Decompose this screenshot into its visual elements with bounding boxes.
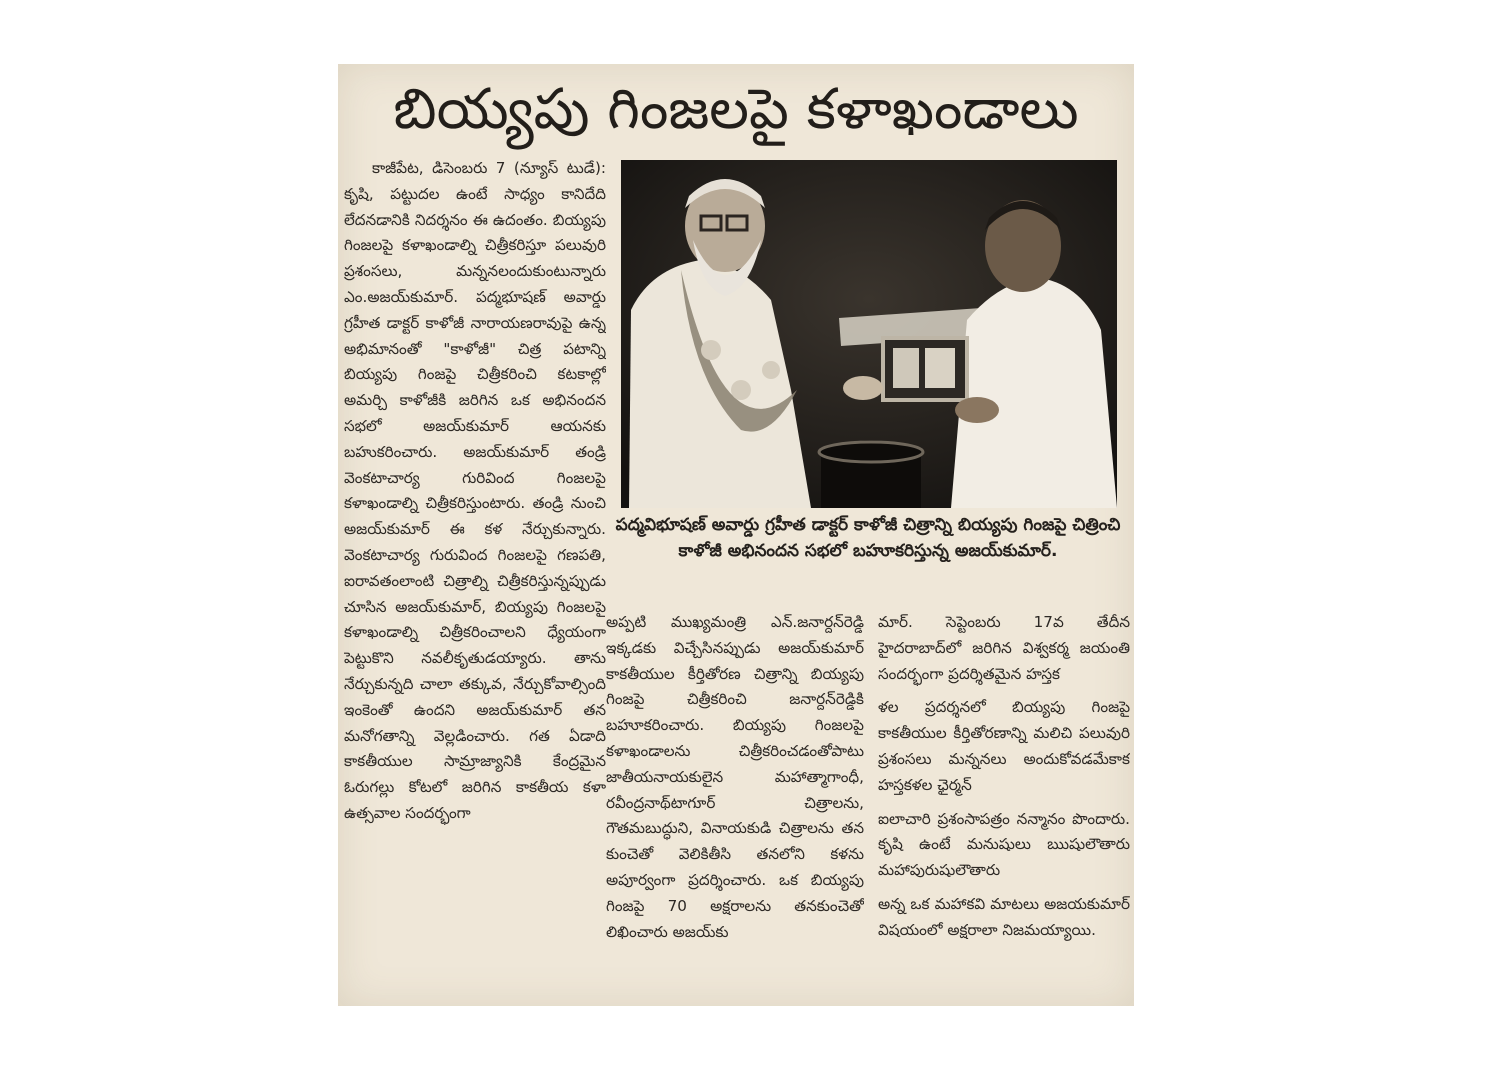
article-paragraph: ఐలాచారి ప్రశంసాపత్రం నన్మానం పొందారు. కృషి ఉంటే మనుషులు ఋషులౌతారు మహాపురుషులౌతారు (878, 809, 1130, 880)
article-body-right-column (878, 610, 1130, 1002)
article-paragraph: ళల ప్రదర్శనలో బియ్యపు గింజపై కాకతీయుల కీర్తితోరణాన్ని మలిచి పలువురి ప్రశంసలు మన్ననలు అందుకోవడమేకాక హస్తకళల ఛైర్మన్ (878, 698, 1130, 794)
article-paragraph: అన్న ఒక మహాకవి మాటలు అజయకుమార్ విషయంలో అక్షరాలా నిజమయ్యాయి. (878, 894, 1130, 939)
photo-illustration (621, 160, 1117, 508)
newspaper-clipping (338, 64, 1134, 1006)
article-body-left-column (344, 156, 606, 1002)
article-paragraph: కాజీపేట, డిసెంబరు 7 (న్యూస్ టుడే): కృషి, పట్టుదల ఉంటే సాధ్యం కానిదేది లేదనడానికి నిదర్శనం ఈ ఉదంతం. బియ్యపు గింజలపై కళాఖండాల్ని చిత్రీకరిస్తూ పలువురి ప్రశంసలు, మన్ననలందుకుంటున్నారు ఎం.అజయ్‌కుమార్. పద్మభూషణ్ అవార్డు గ్రహీత డాక్టర్ కాళోజీ నారాయణరావుపై ఉన్న అభిమానంతో "కాళోజీ" చిత్ర పటాన్ని బియ్యపు గింజపై చిత్రీకరించి కటకాల్లో అమర్చి కాళోజీకి జరిగిన ఒక అభినందన సభలో అజయ్‌కుమార్ ఆయనకు బహుకరించారు. అజయ్‌కుమార్ తండ్రి వెంకటాచార్య గురివింద గింజలపై కళాఖండాల్ని చిత్రీకరిస్తుంటారు. తండ్రి నుంచి అజయ్‌కుమార్ ఈ కళ నేర్చుకున్నారు. వెంకటాచార్య గురువింద గింజలపై గణపతి, ఐరావతంలాంటి చిత్రాల్ని చిత్రీకరిస్తున్నప్పుడు చూసిన అజయ్‌కుమార్, బియ్యపు గింజలపై కళాఖండాల్ని చిత్రీకరించాలని ధ్యేయంగా పెట్టుకొని నవలీకృతుడయ్యారు. తాను నేర్చుకున్నది చాలా తక్కువ, నేర్చుకోవాల్సింది ఇంకెంతో ఉందని అజయ్‌కుమార్ తన మనోగతాన్ని వెల్లడించారు. గత ఏడాది కాకతీయుల సామ్రాజ్యానికి కేంద్రమైన ఓరుగల్లు కోటలో జరిగిన కాకతీయ కళా ఉత్సవాల సందర్భంగా (344, 159, 606, 822)
article-paragraph: అప్పటి ముఖ్యమంత్రి ఎన్.జనార్దన్‌రెడ్డి ఇక్కడకు విచ్చేసినప్పుడు అజయ్‌కుమార్ కాకతీయుల కీర్తితోరణ చిత్రాన్ని బియ్యపు గింజపై చిత్రీకరించి జనార్దన్‌రెడ్డికి బహూకరించారు. బియ్యపు గింజలపై కళాఖండాలను చిత్రీకరించడంతోపాటు జాతీయనాయకులైన మహాత్మాగాంధీ, రవీంద్రనాథ్‌టాగూర్ చిత్రాలను, గౌతమబుద్ధుని, వినాయకుడి చిత్రాలను తన కుంచెతో వెలికితీసి తనలోని కళను అపూర్వంగా ప్రదర్శించారు. ఒక బియ్యపు గింజపై 70 అక్షరాలను తనకుంచెతో లిఖించారు అజయ్‌కు (606, 613, 864, 941)
article-paragraph: మార్. సెప్టెంబరు 17వ తేదీన హైదరాబాద్‌లో జరిగిన విశ్వకర్మ జయంతి సందర్భంగా ప్రదర్శితమైన హస్తక (878, 613, 1130, 683)
article-headline: బియ్యపు గింజలపై కళాఖండాలు (393, 77, 1079, 142)
article-photo (621, 160, 1117, 508)
article-body-middle-column (606, 610, 864, 1002)
photo-caption: పద్మవిభూషణ్ అవార్డు గ్రహీత డాక్టర్ కాళోజీ చిత్రాన్ని బియ్యపు గింజపై చిత్రించి కాళోజీ అభినందన సభలో బహూకరిస్తున్న అజయ్‌కుమార్. (615, 515, 1121, 561)
